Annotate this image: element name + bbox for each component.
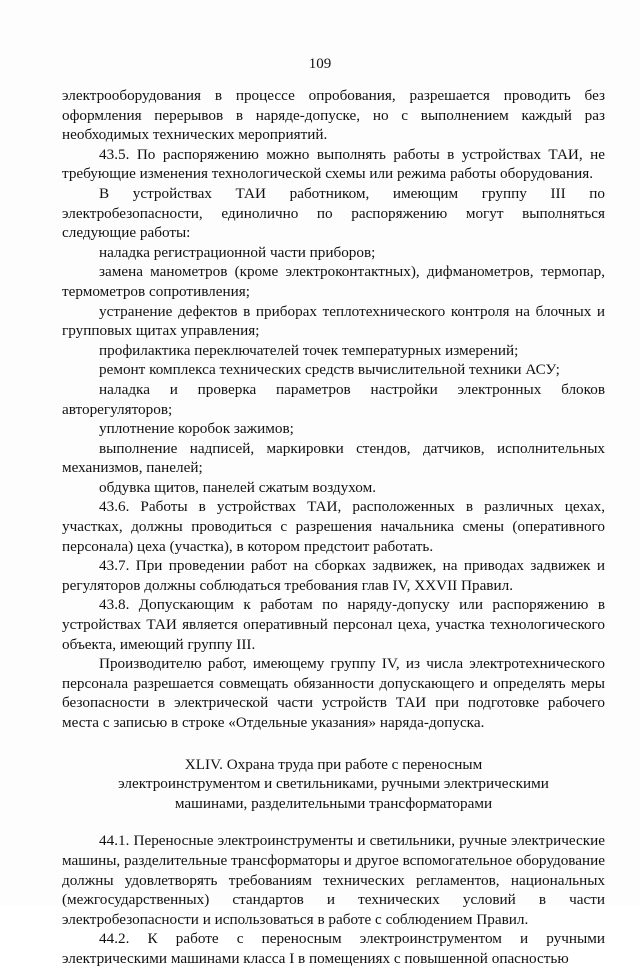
paragraph: 43.7. При проведении работ на сборках задвижек, на приводах задвижек и регуляторов должны соблюдаться требования глав IV, XXVII Правил. bbox=[62, 557, 605, 594]
section-heading-line: машинами, разделительными трансформаторами bbox=[174, 794, 493, 812]
paragraph: обдувка щитов, панелей сжатым воздухом. bbox=[99, 478, 376, 496]
paragraph: 43.5. По распоряжению можно выполнять работы в устройствах ТАИ, не требующие изменения технологической схемы или режима работы оборудования. bbox=[62, 145, 605, 183]
paragraph: наладка регистрационной части приборов; bbox=[99, 243, 376, 261]
paragraph: профилактика переключателей точек температурных измерений; bbox=[99, 341, 519, 359]
paragraph: 43.8. Допускающим к работам по наряду-допуску или распоряжению в устройствах ТАИ является оперативный персонал цеха, участка технологического объекта, имеющий группу III. bbox=[62, 596, 605, 653]
document-body bbox=[62, 86, 605, 969]
paragraph: 44.2. К работе с переносным электроинструментом и ручными электрическими машинами класса I в помещениях с повышенной опасностью bbox=[62, 930, 605, 967]
paragraph: Производителю работ, имеющему группу IV, из числа электротехнического персонала разрешается совмещать обязанности допускающего и определять меры безопасности в электрической части устройств ТАИ при подготовке рабочего места с записью в строке «Отдельные указания» наряда-допуска. bbox=[62, 655, 605, 731]
paragraph: В устройствах ТАИ работником, имеющим группу III по электробезопасности, единолично по распоряжению могут выполняться следующие работы: bbox=[62, 184, 605, 242]
paragraph: уплотнение коробок зажимов; bbox=[99, 420, 294, 438]
section-heading bbox=[62, 755, 605, 814]
paragraph: устранение дефектов в приборах теплотехнического контроля на блочных и групповых щитах управления; bbox=[62, 302, 605, 340]
paragraph: замена манометров (кроме электроконтактных), дифманометров, термопар, термометров сопротивления; bbox=[62, 263, 605, 300]
paragraph: наладка и проверка параметров настройки электронных блоков авторегуляторов; bbox=[62, 380, 605, 418]
paragraph: ремонт комплекса технических средств вычислительной техники АСУ; bbox=[99, 361, 560, 379]
section-heading-line: XLIV. Охрана труда при работе с переносным bbox=[184, 755, 483, 773]
paragraph: 44.1. Переносные электроинструменты и светильники, ручные электрические машины, разделительные трансформаторы и другое вспомогательное оборудование должны удовлетворять требованиям технических регламентов, национальных (межгосударственных) стандартов и технических условий в части электробезопасности и использоваться в работе с соблюдением Правил. bbox=[62, 832, 605, 928]
page-number: 109 bbox=[308, 56, 332, 72]
paragraph: 43.6. Работы в устройствах ТАИ, расположенных в различных цехах, участках, должны проводиться с разрешения начальника смены (оперативного персонала) цеха (участка), в котором предстоит работать. bbox=[62, 498, 605, 555]
paragraphs-before-section bbox=[62, 86, 605, 733]
paragraph: электрооборудования в процессе опробования, разрешается проводить без оформления перерывов в наряде-допуске, но с выполнением каждый раз необходимых технических мероприятий. bbox=[62, 87, 605, 144]
paragraphs-after-section bbox=[62, 831, 605, 968]
section-heading-line: электроинструментом и светильниками, ручными электрическими bbox=[118, 775, 549, 793]
paragraph: выполнение надписей, маркировки стендов, датчиков, исполнительных механизмов, панелей; bbox=[62, 439, 605, 477]
